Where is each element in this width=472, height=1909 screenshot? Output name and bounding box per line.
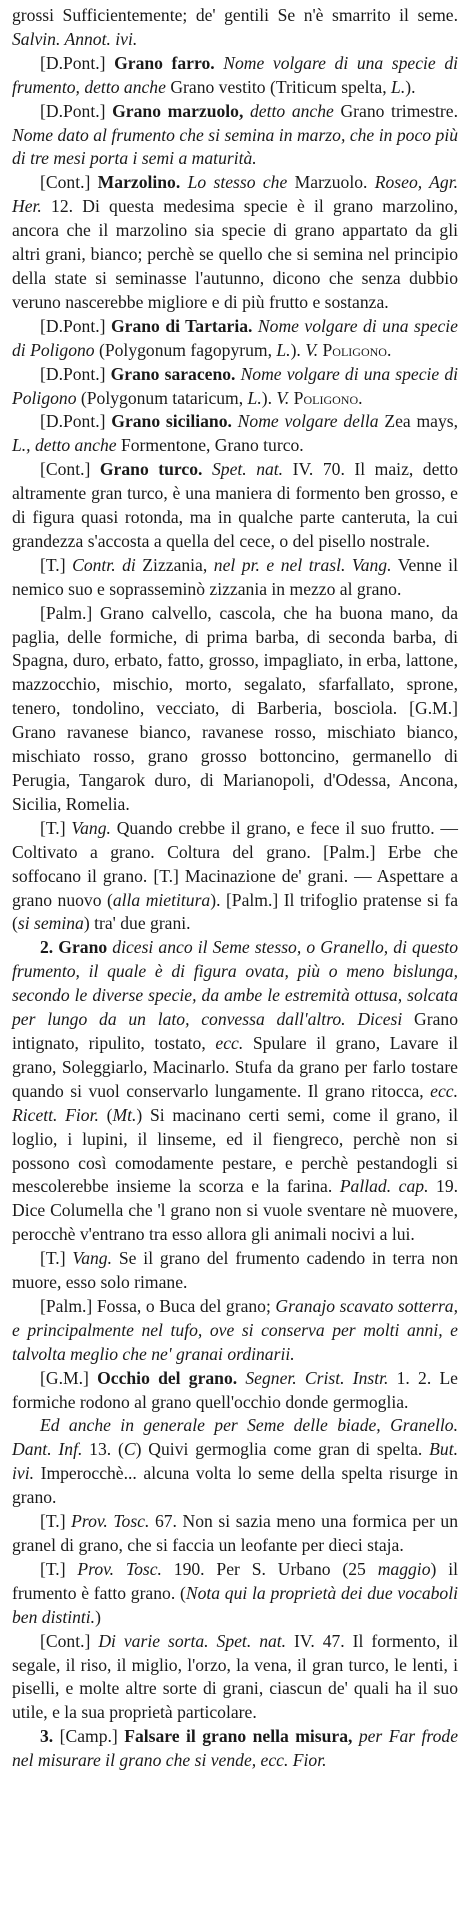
- dictionary-entry: [12, 936, 458, 1247]
- entry-headword: Grano: [58, 937, 108, 958]
- entry-text: 190. Per S. Urbano (25: [161, 1558, 378, 1579]
- entry-text: alla mietitura: [112, 889, 211, 910]
- dictionary-entry: [12, 1367, 458, 1415]
- entry-text: Nome dato al frumento che si semina in marzo, che in poco più di tre mesi porta i semi a maturità.: [12, 124, 458, 169]
- entry-text: L.: [247, 387, 262, 408]
- entry-text: ) il frumento è fatto grano. (: [12, 1558, 458, 1603]
- entry-text: Pallad. cap.: [339, 1176, 429, 1197]
- entry-text: Grano trimestre.: [333, 100, 458, 121]
- entry-text: Zea mays,: [378, 411, 458, 432]
- entry-text: Nome volgare di una specie di Poligono: [12, 315, 458, 360]
- dictionary-entry: [12, 1510, 458, 1558]
- entry-text: [T.]: [40, 1558, 78, 1579]
- entry-text: Mt.: [112, 1104, 137, 1125]
- dictionary-entry: [12, 458, 458, 554]
- dictionary-entry: [12, 554, 458, 602]
- entry-text: [T.]: [40, 1511, 72, 1532]
- entry-text: [T.]: [40, 554, 73, 575]
- entry-text: Vang.: [71, 817, 111, 838]
- entry-headword: 2.: [40, 937, 59, 958]
- entry-text: [Cont.]: [40, 1630, 99, 1651]
- entry-text: [D.Pont.]: [40, 315, 111, 336]
- entry-text: 1. 2. Le formiche rodono al grano quell'occhio donde germoglia.: [12, 1367, 458, 1412]
- entry-text: 67. Non si sazia meno una formica per un granel di grano, che si faccia un leofante per dieci staja.: [12, 1511, 458, 1555]
- entry-text: Se il grano del frumento cadendo in terra non muore, esso solo rimane.: [12, 1248, 458, 1293]
- dictionary-entry: [12, 1725, 458, 1773]
- entry-text: ) tra' due grani.: [83, 913, 191, 934]
- dictionary-entry: [12, 363, 458, 411]
- entry-text: ).: [405, 76, 416, 97]
- entry-text: Nota qui la proprietà dei due vocaboli ben distinti.: [12, 1582, 458, 1627]
- entry-headword: 3.: [40, 1726, 60, 1747]
- entry-text: 13. (: [82, 1439, 124, 1460]
- entry-headword: Falsare il grano nella misura,: [124, 1726, 353, 1747]
- entry-text: Quando crebbe il grano, e fece il suo frutto. — Coltivato a grano. Coltura del grano. [Palm.] Erbe che soffocano il grano. [T.] Macinazione de' grani. — Aspettare a grano nuovo (: [12, 817, 458, 910]
- entry-text: (Polygonum tataricum,: [76, 387, 248, 408]
- entry-headword: Grano farro.: [114, 52, 215, 73]
- entry-text: grossi Sufficientemente; de' gentili Se n'è smarrito il seme.: [12, 5, 458, 25]
- dictionary-entry: [12, 410, 458, 458]
- entry-text: Poligono.: [289, 387, 363, 408]
- entry-text: V.: [276, 387, 290, 408]
- entry-text: Segner. Crist. Instr.: [237, 1367, 389, 1388]
- dictionary-entry: [12, 1558, 458, 1630]
- entry-headword: Grano turco.: [99, 459, 203, 480]
- entry-text: ).: [290, 339, 306, 360]
- entry-text: IV. 47. Il formento, il segale, il riso, il miglio, l'orzo, la vena, il gran turco, le lenti, i piselli, e molte altre sorte di grani, ciascun de' quali ha il suo utile, e la sua proprietà particolare.: [12, 1630, 459, 1723]
- entry-text: [Palm.] Fossa, o Buca del grano;: [40, 1295, 276, 1316]
- entry-text: Prov. Tosc.: [77, 1558, 162, 1579]
- entry-text: Venne il nemico suo e soprasseminò zizzania in mezzo al grano.: [12, 554, 458, 599]
- entry-text: per Far frode nel misurare il grano che si vende, ecc. Fior.: [12, 1726, 458, 1771]
- entry-text: (: [98, 1104, 113, 1125]
- entry-text: Imperocchè... alcuna volta lo seme della spelta risurge in grano.: [12, 1463, 458, 1508]
- entry-text: Nome volgare della: [231, 411, 379, 432]
- entry-text: Spulare il grano, Lavare il grano, Soleggiarlo, Macinarlo. Stufa da grano per farlo tostare quando si vuol conservarlo lungamente. Il grano ritocca,: [12, 1032, 459, 1101]
- entry-text: Di varie sorta. Spet. nat.: [98, 1630, 287, 1651]
- entry-text: Zizzania,: [135, 554, 214, 575]
- entry-text: C: [123, 1439, 136, 1460]
- entry-text: 19. Dice Columella che 'l grano non si vuole sventare nè muovere, perocchè v'entrano tra esso allora gli animali nocivi a lui.: [12, 1176, 459, 1245]
- dictionary-entry: [12, 1630, 458, 1726]
- entry-text: L.: [276, 339, 291, 360]
- entry-text: dicesi anco il Seme stesso, o Granello, di questo frumento, il quale è di figura ovata, più o meno bislunga, secondo le diverse specie, da ambe le estremità ottusa, solcata per lungo da un lato, convessa dall'altro. Dicesi: [12, 937, 458, 1030]
- entry-text: ).: [261, 387, 277, 408]
- entry-text: [D.Pont.]: [40, 363, 111, 384]
- dictionary-entry: [12, 1414, 458, 1510]
- dictionary-entry: [12, 602, 458, 817]
- entry-text: Prov. Tosc.: [71, 1511, 150, 1532]
- entry-headword: Grano marzuolo,: [112, 100, 244, 121]
- entry-text: Ed anche in generale per Seme delle biade, Granello. Dant. Inf.: [12, 1415, 458, 1460]
- entry-text: [G.M.]: [40, 1367, 98, 1388]
- entry-text: Grano intignato, ripulito, tostato,: [12, 1009, 458, 1053]
- entry-headword: Grano siciliano.: [111, 411, 232, 432]
- entry-text: nel pr. e nel trasl. Vang.: [213, 554, 392, 575]
- entry-text: But. ivi.: [12, 1439, 458, 1484]
- entry-text: [D.Pont.]: [40, 52, 115, 73]
- entry-text: ecc.: [215, 1032, 244, 1053]
- entry-text: (Polygonum fagopyrum,: [94, 339, 277, 360]
- dictionary-entry: [12, 315, 458, 363]
- entry-text: IV. 70. Il maiz, detto altramente gran turco, è una maniera di formento ben grosso, e di figura quasi rotonda, ma in qualche parte canteruta, la cui grandezza s'accosta a quella del cece, o del pisello nostrale.: [12, 459, 458, 551]
- entry-text: Marzuolo.: [287, 172, 375, 193]
- dictionary-entry: [12, 1247, 458, 1295]
- entry-headword: Grano saraceno.: [110, 363, 236, 384]
- dictionary-entry: [12, 100, 458, 172]
- entry-text: detto anche: [243, 100, 334, 121]
- dictionary-entry: [12, 1295, 458, 1367]
- entry-text: maggio: [377, 1558, 431, 1579]
- entry-text: Nome volgare di una specie di Poligono: [12, 363, 459, 408]
- entry-text: V.: [305, 339, 319, 360]
- entry-text: Formentone, Grano turco.: [116, 435, 304, 456]
- entry-text: L.: [391, 76, 406, 97]
- entry-text: [Cont.]: [40, 459, 100, 480]
- entry-text: Granajo scavato sotterra, e principalmente nel tufo, ove si conserva per molti anni, e talvolta meglio che ne' granai ordinarii.: [12, 1295, 458, 1364]
- entry-text: Nome volgare di una specie di frumento, detto anche: [12, 52, 459, 97]
- entry-text: ) Si macinano certi semi, come il grano, il loglio, i lupini, il linseme, ed il fiengreco, perchè non si possono così comodamente pestare, e perchè pestandogli si mescolerebbe insieme la scorza e la farina.: [12, 1104, 458, 1197]
- entry-headword: Marzolino.: [97, 172, 181, 193]
- entry-text: ): [95, 1606, 101, 1627]
- entry-text: [Cont.]: [40, 172, 98, 193]
- entry-text: si semina: [17, 913, 84, 934]
- dictionary-entry: [12, 171, 458, 314]
- entry-text: [Palm.] Grano calvello, cascola, che ha buona mano, da paglia, delle formiche, di prima barba, di seconda barba, di Spagna, duro, erbato, fatto, grosso, impagliato, in erba, lattone, mazzocchio, mischio, morto, segalato, sfarfallato, sprone, tenero, tondolino, vecciato, di Barberia, bosciola. [G.M.] Grano ravanese bianco, ravanese rosso, mischiato bianco, mischiato rosso, grano grosso bottoncino, germanello di Perugia, Tangarok duro, di Marianopoli, d'Odessa, Ancona, Sicilia, Romelia.: [12, 602, 458, 814]
- entry-text: Lo stesso che: [180, 172, 288, 193]
- entry-text: [T.]: [40, 817, 72, 838]
- entry-headword: Grano di Tartaria.: [110, 315, 253, 336]
- entry-text: 12. Di questa medesima specie è il grano marzolino, ancora che il marzolino sia specie di grano appartato da gli altri grani, bianco; perchè se quello che si semina nel principio della state si seminasse l'autunno, dicono che senza dubbio veruno nascerebbe migliore e di più frutto e sostanza.: [12, 196, 458, 312]
- entry-text: Poligono.: [318, 339, 392, 360]
- entry-text: ecc. Ricett. Fior.: [12, 1080, 458, 1125]
- entry-headword: Occhio del grano.: [97, 1367, 238, 1388]
- entry-text: ) Quivi germoglia come gran di spelta.: [135, 1439, 430, 1460]
- entry-text: [T.]: [40, 1248, 73, 1269]
- entry-text: [D.Pont.]: [40, 411, 112, 432]
- dictionary-entry: [12, 817, 458, 937]
- entry-text: [Camp.]: [59, 1726, 125, 1747]
- entry-text: L., detto anche: [12, 435, 117, 456]
- entry-text: Grano vestito (Triticum spelta,: [165, 76, 392, 97]
- entry-text: Spet. nat.: [202, 459, 284, 480]
- entry-text: ). [Palm.] Il trifoglio pratense si fa (: [12, 889, 459, 934]
- entry-text: Contr. di: [72, 554, 136, 575]
- entry-text: Roseo, Agr. Her.: [12, 172, 458, 217]
- entry-text: [D.Pont.]: [40, 100, 113, 121]
- dictionary-entry: [12, 52, 458, 100]
- entry-continuation: [12, 4, 458, 52]
- entry-text: Vang.: [72, 1248, 113, 1269]
- entry-text: Salvin. Annot. ivi.: [12, 28, 138, 49]
